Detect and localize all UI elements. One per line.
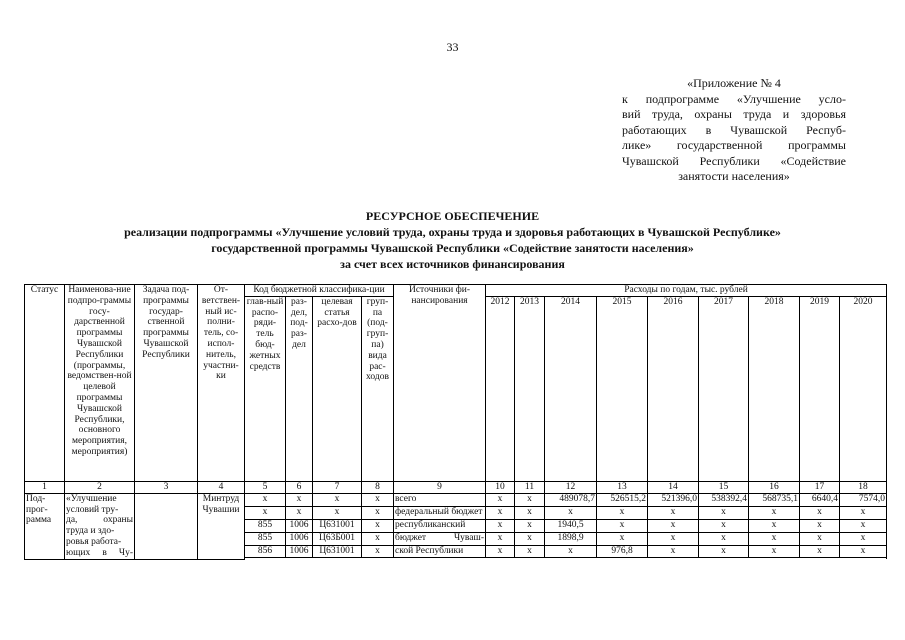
name-line: да, охраны — [66, 515, 133, 526]
target-cell: Ц631001 — [313, 519, 362, 532]
header-sources: Источники фи-нансирования — [394, 285, 486, 482]
column-number: 17 — [800, 481, 840, 493]
grbs-cell: 855 — [245, 519, 286, 532]
value-cell: 568735,1 — [749, 493, 800, 506]
value-cell: 7574,0 — [840, 493, 887, 506]
value-cell: x — [840, 532, 887, 545]
header-target: целевая статья расхо-дов — [313, 296, 362, 481]
grbs-cell: 856 — [245, 545, 286, 558]
group-cell: x — [362, 545, 394, 558]
title-line: реализации подпрограммы «Улучшение условий труда, охраны труда и здоровья работающих в Чувашской Республике» — [124, 225, 781, 239]
header-status: Статус — [25, 285, 65, 482]
source-cell: бюджет Чуваш- — [394, 532, 486, 545]
value-cell: x — [597, 506, 648, 519]
header-year: 2013 — [515, 296, 545, 481]
value-cell: x — [515, 545, 545, 558]
value-cell: x — [699, 506, 749, 519]
header-expenses: Расходы по годам, тыс. рублей — [486, 285, 887, 297]
value-cell: x — [515, 506, 545, 519]
value-cell: x — [699, 545, 749, 558]
header-name: Наименова-ние подпро-граммы госу-дарственной программы Чувашской Республики (программы, ведомствен-ной целевой программы Чувашской Республики, основного мероприятия, мероприятия) — [65, 285, 135, 482]
appendix-line: «Приложение № 4 — [687, 76, 781, 90]
header-group: груп-па (под-груп-па) вида рас-ходов — [362, 296, 394, 481]
column-number-row — [25, 481, 887, 493]
column-number: 14 — [648, 481, 699, 493]
header-year: 2012 — [486, 296, 515, 481]
column-number: 1 — [25, 481, 65, 493]
section-cell: 1006 — [286, 545, 313, 558]
column-number: 13 — [597, 481, 648, 493]
column-number: 3 — [135, 481, 198, 493]
header-year: 2015 — [597, 296, 648, 481]
executor-cell: Минтруд Чувашии — [198, 493, 245, 559]
column-number: 12 — [545, 481, 597, 493]
target-cell: x — [313, 506, 362, 519]
value-cell: x — [749, 519, 800, 532]
title-line: за счет всех источников финансирования — [340, 257, 565, 271]
value-cell: x — [486, 519, 515, 532]
title-main: РЕСУРСНОЕ ОБЕСПЕЧЕНИЕ — [365, 209, 540, 223]
group-cell: x — [362, 532, 394, 545]
value-cell: x — [749, 506, 800, 519]
value-cell: x — [545, 506, 597, 519]
header-year: 2020 — [840, 296, 887, 481]
column-number: 2 — [65, 481, 135, 493]
value-cell: x — [840, 519, 887, 532]
name-line: ющих в Чу- — [66, 547, 133, 558]
target-cell: x — [313, 493, 362, 506]
column-number: 9 — [394, 481, 486, 493]
target-cell: Ц63Б001 — [313, 532, 362, 545]
header-grbs: глав-ный распо-ряди-тель бюд-жетных средств — [245, 296, 286, 481]
value-cell: 489078,7 — [545, 493, 597, 506]
header-executor: От-ветствен-ный ис-полни-тель, со-испол-нитель, участни-ки — [198, 285, 245, 482]
value-cell: x — [515, 493, 545, 506]
table-row — [25, 493, 887, 506]
column-number: 18 — [840, 481, 887, 493]
column-number: 15 — [699, 481, 749, 493]
value-cell: x — [800, 519, 840, 532]
value-cell: x — [515, 519, 545, 532]
value-cell: x — [486, 493, 515, 506]
value-cell: x — [800, 532, 840, 545]
section-cell: 1006 — [286, 532, 313, 545]
value-cell: x — [486, 532, 515, 545]
resource-table — [24, 284, 887, 560]
section-cell: x — [286, 506, 313, 519]
section-cell: x — [286, 493, 313, 506]
value-cell: x — [597, 519, 648, 532]
value-cell: x — [648, 545, 699, 558]
appendix-line: занятости населения» — [678, 169, 790, 183]
column-number: 7 — [313, 481, 362, 493]
column-number: 16 — [749, 481, 800, 493]
column-number: 6 — [286, 481, 313, 493]
header-task: Задача под-программы государ-ственной программы Чувашской Республики — [135, 285, 198, 482]
value-cell: x — [800, 506, 840, 519]
status-line: прог- — [26, 504, 48, 515]
value-cell: x — [749, 545, 800, 558]
value-cell: x — [648, 519, 699, 532]
appendix-line: вий труда, охраны труда и здоровья — [622, 107, 846, 121]
value-cell: 538392,4 — [699, 493, 749, 506]
appendix-line: лике» государственной программы — [622, 138, 846, 152]
grbs-cell: x — [245, 493, 286, 506]
task-cell — [135, 493, 198, 559]
title-line: государственной программы Чувашской Республики «Содействие занятости населения» — [211, 241, 694, 255]
status-line: рамма — [26, 515, 52, 526]
name-line: ровья работа- — [66, 536, 122, 547]
value-cell: 1940,5 — [545, 519, 597, 532]
column-number: 8 — [362, 481, 394, 493]
appendix-reference — [622, 76, 846, 185]
value-cell: x — [840, 506, 887, 519]
target-cell: Ц631001 — [313, 545, 362, 558]
document-title — [0, 208, 905, 272]
status-line: Под- — [26, 493, 46, 504]
header-year: 2017 — [699, 296, 749, 481]
value-cell: x — [515, 532, 545, 545]
source-cell: федеральный бюджет — [394, 506, 486, 519]
value-cell: 1898,9 — [545, 532, 597, 545]
grbs-cell: x — [245, 506, 286, 519]
appendix-line: работающих в Чувашской Респуб- — [622, 122, 846, 137]
value-cell: x — [648, 506, 699, 519]
value-cell: 521396,0 — [648, 493, 699, 506]
header-year: 2016 — [648, 296, 699, 481]
value-cell: x — [800, 545, 840, 558]
value-cell: 526515,2 — [597, 493, 648, 506]
column-number: 4 — [198, 481, 245, 493]
section-cell: 1006 — [286, 519, 313, 532]
column-number: 11 — [515, 481, 545, 493]
name-line: условий тру- — [66, 504, 119, 515]
header-budget-code: Код бюджетной классифика-ции — [245, 285, 394, 297]
value-cell: 6640,4 — [800, 493, 840, 506]
value-cell: x — [545, 545, 597, 558]
table-continuation — [245, 558, 887, 559]
value-cell: 976,8 — [597, 545, 648, 558]
column-number: 10 — [486, 481, 515, 493]
group-cell: x — [362, 519, 394, 532]
appendix-line: к подпрограмме «Улучшение усло- — [622, 91, 846, 106]
column-number: 5 — [245, 481, 286, 493]
source-cell: ской Республики — [394, 545, 486, 558]
header-year: 2019 — [800, 296, 840, 481]
source-cell: республиканский — [394, 519, 486, 532]
header-section: раз-дел, под-раз-дел — [286, 296, 313, 481]
value-cell: x — [749, 532, 800, 545]
appendix-line: Чувашской Республики «Содействие — [622, 153, 846, 168]
value-cell: x — [597, 532, 648, 545]
header-year: 2018 — [749, 296, 800, 481]
status-cell — [25, 493, 65, 559]
value-cell: x — [486, 506, 515, 519]
name-line: труда и здо- — [66, 526, 115, 537]
value-cell: x — [648, 532, 699, 545]
source-cell: всего — [394, 493, 486, 506]
group-cell: x — [362, 506, 394, 519]
value-cell: x — [486, 545, 515, 558]
value-cell: x — [840, 545, 887, 558]
subprogram-name-cell — [65, 493, 135, 559]
header-row — [25, 285, 887, 297]
name-line: «Улучшение — [66, 493, 117, 504]
value-cell: x — [699, 519, 749, 532]
value-cell: x — [699, 532, 749, 545]
header-year: 2014 — [545, 296, 597, 481]
grbs-cell: 855 — [245, 532, 286, 545]
group-cell: x — [362, 493, 394, 506]
page-number: 33 — [446, 40, 459, 54]
